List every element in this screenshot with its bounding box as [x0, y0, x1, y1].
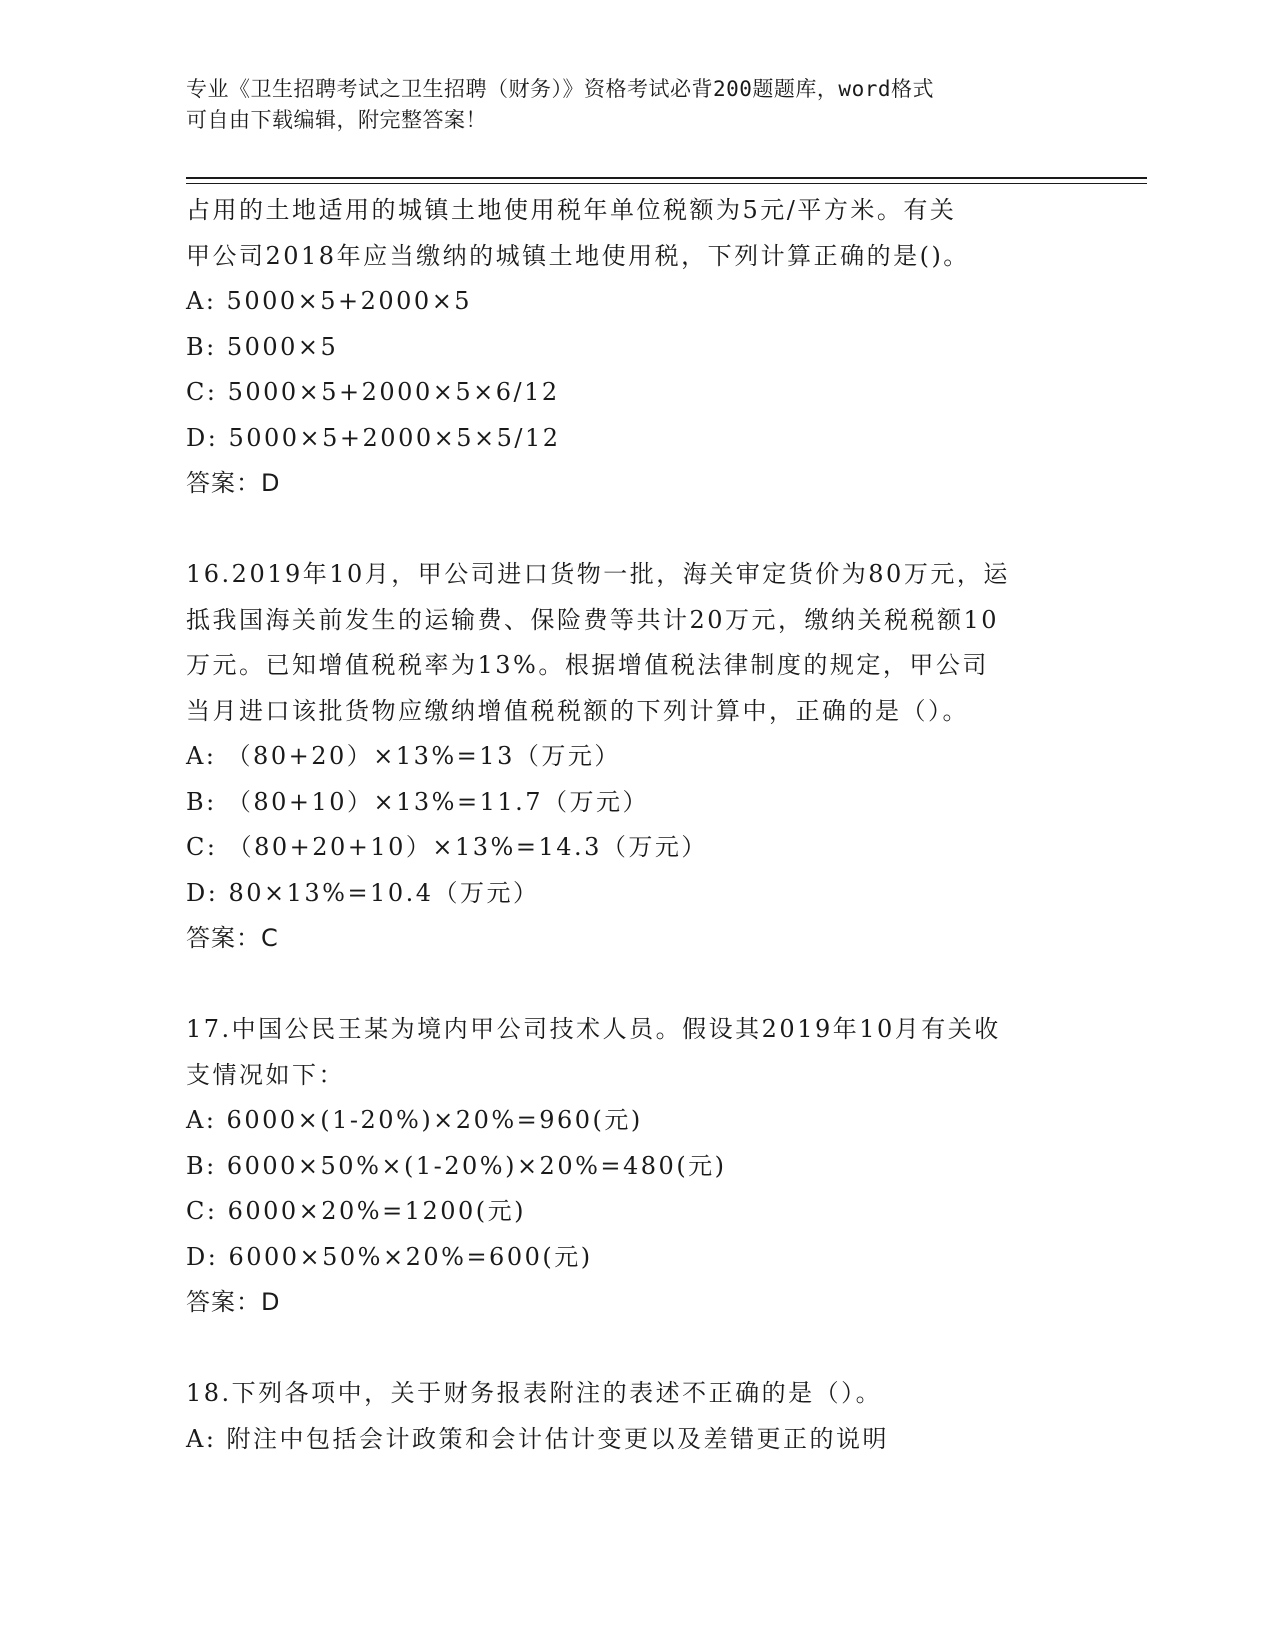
question-stem-line: 抵我国海关前发生的运输费、保险费等共计20万元，缴纳关税税额10 [186, 605, 1000, 634]
option-a: A: 5000×5+2000×5 [186, 287, 473, 315]
option-b: B: （80+10）×13%=11.7（万元） [186, 787, 650, 816]
option-d: D: 5000×5+2000×5×5/12 [186, 423, 561, 452]
option-a: A: （80+20）×13%=13（万元） [186, 742, 621, 770]
spacer [186, 507, 1086, 553]
option-c: C: 5000×5+2000×5×6/12 [186, 378, 560, 406]
option-d: D: 80×13%=10.4（万元） [186, 878, 540, 907]
document-body [186, 188, 1086, 1462]
answer-line: 答案：D [186, 469, 281, 497]
question-stem-line: 支情况如下： [186, 1060, 345, 1089]
header-line-1: 专业《卫生招聘考试之卫生招聘（财务）》资格考试必背200题题库，word格式 [186, 77, 934, 101]
answer-line: 答案：C [186, 924, 279, 952]
question-stem-line: 17.中国公民王某为境内甲公司技术人员。假设其2019年10月有关收 [186, 1015, 1001, 1043]
spacer [186, 1326, 1086, 1372]
option-c: C: （80+20+10）×13%=14.3（万元） [186, 833, 708, 861]
question-stem-line: 18.下列各项中，关于财务报表附注的表述不正确的是（）。 [186, 1379, 883, 1407]
question-stem-line: 16.2019年10月，甲公司进口货物一批，海关审定货价为80万元，运 [186, 560, 1010, 588]
option-a: A: 6000×(1-20%)×20%=960(元) [186, 1106, 643, 1134]
document-header [186, 74, 1066, 136]
answer-line: 答案：D [186, 1288, 281, 1316]
question-stem-line: 占用的土地适用的城镇土地使用税年单位税额为5元/平方米。有关 [186, 196, 957, 224]
header-rule-thick [186, 177, 1147, 179]
option-a: A: 附注中包括会计政策和会计估计变更以及差错更正的说明 [186, 1424, 890, 1453]
question-16 [186, 552, 1086, 962]
question-17 [186, 1007, 1086, 1326]
question-15 [186, 188, 1086, 507]
question-stem-line: 当月进口该批货物应缴纳增值税税额的下列计算中，正确的是（）。 [186, 696, 969, 725]
question-stem-line: 万元。已知增值税税率为13%。根据增值税法律制度的规定，甲公司 [186, 651, 989, 679]
header-line-2: 可自由下载编辑，附完整答案！ [186, 108, 487, 132]
option-b: B: 5000×5 [186, 332, 339, 361]
option-d: D: 6000×50%×20%=600(元) [186, 1242, 593, 1271]
option-b: B: 6000×50%×(1-20%)×20%=480(元) [186, 1151, 727, 1180]
question-18 [186, 1371, 1086, 1462]
question-stem-line: 甲公司2018年应当缴纳的城镇土地使用税，下列计算正确的是()。 [186, 241, 970, 270]
header-rule-thin [186, 183, 1147, 184]
option-c: C: 6000×20%=1200(元) [186, 1197, 527, 1225]
spacer [186, 962, 1086, 1008]
